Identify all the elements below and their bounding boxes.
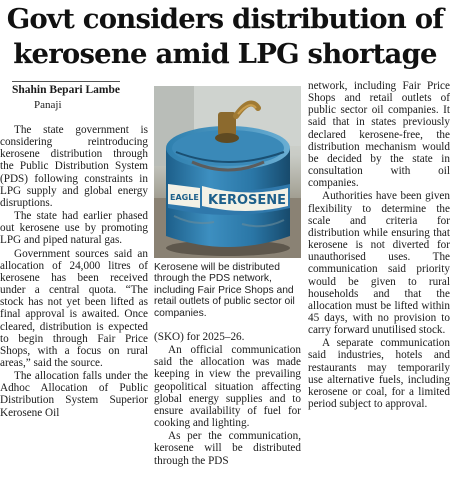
- article-column-2: [154, 331, 301, 467]
- photo-caption: Kerosene will be distributed through the PDS network, including Fair Price Shops and retail outlets of public sector oil companies.: [154, 262, 295, 319]
- headline: [0, 2, 450, 72]
- author-name: Shahin Bepari Lambe: [12, 81, 120, 97]
- byline: [12, 80, 152, 112]
- paragraph: An official communication said the allocation was made keeping in view the prevailing geopolitical situation affecting global energy supplies and to ensure availability of fuel for cooking and lighting.: [154, 344, 301, 430]
- paragraph: The state government is considering reintroducing kerosene distribution through the Public Distribution System (PDS) following constraints in LPG supply and global energy disruptions.: [0, 124, 148, 209]
- paragraph: As per the communication, kerosene will be distributed through the PDS: [154, 430, 301, 467]
- headline-line-2: kerosene amid LPG shortage: [13, 38, 437, 70]
- can-brand-text: EAGLE: [170, 193, 199, 202]
- paragraph: The state had earlier phased out kerosene use by promoting LPG and piped natural gas.: [0, 210, 148, 247]
- paragraph: network, including Fair Price Shops and retail outlets of public sector oil companies. It said that in states previously declared kerosene-free, the distribution mechanism would be decided by the state in consultation with oil companies.: [308, 80, 450, 190]
- paragraph: Government sources said an allocation of 24,000 litres of kerosene has been received under a central quota. “The stock has not yet been lifted as final approval is awaited. Once cleared, distribution is expected to begin through Fair Price Shops, with a focus on rural areas,” said the source.: [0, 247, 148, 369]
- can-label-text: KEROSENE: [208, 193, 287, 208]
- dateline: Panaji: [34, 99, 62, 111]
- paragraph: Authorities have been given flexibility to determine the scale and criteria for distribution while ensuring that kerosene is not diverted for unauthorised uses. The communication said priority would be given to rural households and that the allocation must be lifted within 45 days, with no provision to carry forward unutilised stock.: [308, 190, 450, 337]
- headline-line-1: Govt considers distribution of: [6, 3, 444, 35]
- article-column-3: [308, 80, 450, 410]
- paragraph: A separate communication said industries, hotels and restaurants may temporarily use alternative fuels, including kerosene or coal, for a limited period subject to approval.: [308, 337, 450, 411]
- paragraph: (SKO) for 2025–26.: [154, 331, 245, 343]
- kerosene-can-photo: [154, 86, 301, 258]
- kerosene-can-image: [154, 86, 301, 258]
- article-column-1: [0, 124, 148, 419]
- paragraph: The allocation falls under the Adhoc Allocation of Public Distribution System Superior Kerosene Oil: [0, 370, 148, 419]
